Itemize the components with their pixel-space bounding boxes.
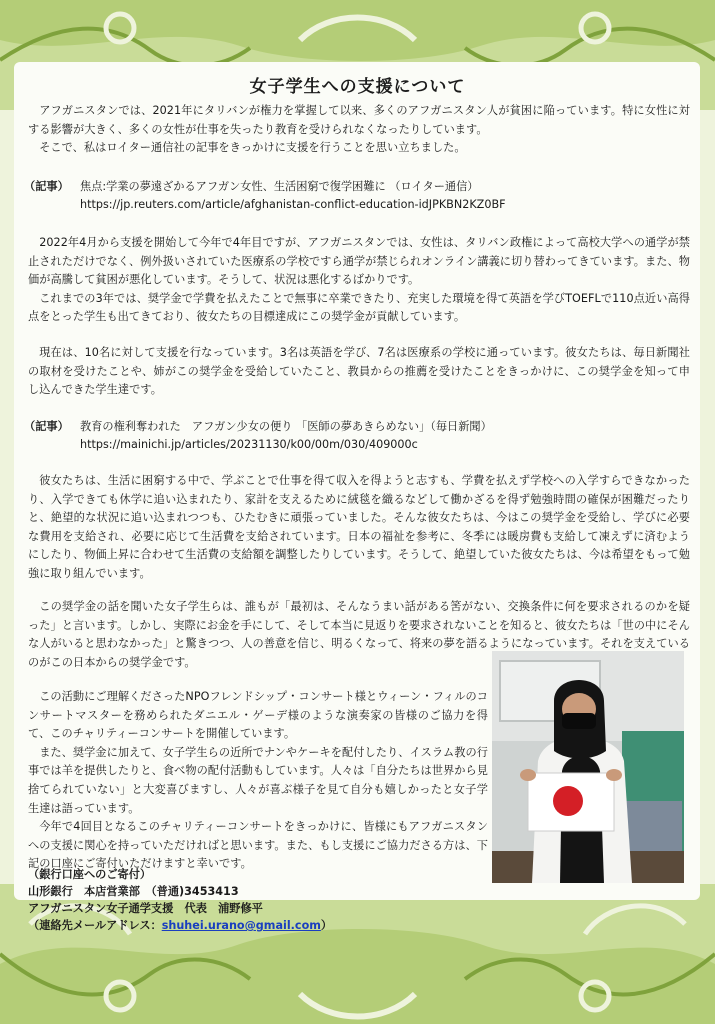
contact-end: ） xyxy=(320,919,333,932)
section-hardship xyxy=(28,472,690,584)
body-paragraph: また、奨学金に加えて、女子学生らの近所でナンやケーキを配付したり、イスラム教の行事では羊を提供したりと、食べ物の配付活動もしています。人々は「自分たちは世界から見捨てられていない」と大変喜びますし、人々が喜ぶ様子を見て自分も嬉しかったと女子学生達は語っています。 xyxy=(28,745,488,815)
account-holder: アフガニスタン女子通学支援 代表 浦野修平 xyxy=(28,902,263,915)
donation-account-info xyxy=(28,866,448,934)
section-concert xyxy=(28,688,488,874)
section-current-students xyxy=(28,344,690,400)
article-url: https://jp.reuters.com/article/afghanistan-conflict-education-idJPKBN2KZ0BF xyxy=(80,198,506,211)
email-link[interactable]: shuhei.urano@gmail.com xyxy=(161,919,321,932)
body-paragraph: 彼女たちは、生活に困窮する中で、学ぶことで仕事を得て収入を得ようと志すも、学費を払えず学校への入学すらできなかったり、入学できても休学に追い込まれたり、家計を支えるために絨毯を織るなどして働かざるを得ず勉強時間の確保が困難だったりと、絶望的な状況に追い込まれつつも、ひたむきに頑張っていました。そんな彼女たちは、今はこの奨学金を受給し、学びに必要な費用を支給され、必要に応じて生活費を支給されています。日本の福祉を参考に、冬季には暖房費も支給して凍えずに済むようにしたり、物価上昇に合わせて生活費の支給額を調整したりしています。そうして、絶望していた彼女たちは、今は希望をもって勉強に取り組んでいます。 xyxy=(28,474,690,580)
page-title: 女子学生への支援について xyxy=(249,77,466,97)
article-tag: （記事） xyxy=(24,420,69,433)
contact-label: （連絡先メールアドレス： xyxy=(28,919,162,932)
account-heading: （銀行口座へのご寄付） xyxy=(28,868,152,881)
student-photo xyxy=(492,651,684,883)
contact-line xyxy=(28,917,448,934)
body-paragraph: これまでの3年では、奨学金で学費を払えたことで無事に卒業できたり、充実した環境を得て英語を学びTOEFLで110点近い高得点をとった学生も出てきており、彼女たちの目標達成にこの奨学金が貢献しています。 xyxy=(28,291,690,324)
article-row xyxy=(24,178,694,196)
article-reference-reuters xyxy=(24,178,694,214)
intro-paragraph: アフガニスタンでは、2021年にタリバンが権力を掌握して以来、多くのアフガニスタン人が貧困に陥っています。特に女性に対する影響が大きく、多くの女性が仕事を失ったり教育を受けられなくなったりしています。 xyxy=(28,104,690,136)
student-holding-japanese-flag-photo xyxy=(492,651,684,883)
article-reference-mainichi xyxy=(24,418,694,454)
intro-paragraph: そこで、私はロイター通信社の記事をきっかけに支援を行うことを思い立ちました。 xyxy=(39,141,466,155)
article-headline: 教育の権利奪われた アフガン少女の便り 「医師の夢あきらめない」（毎日新聞） xyxy=(80,420,492,433)
body-paragraph: 今年で4回目となるこのチャリティーコンサートをきっかけに、皆様にもアフガニスタンへの支援に関心を持っていただければと思います。また、もし支援にご協力ださる方は、下記の口座にご寄付いただけますと幸いです。 xyxy=(28,820,488,871)
body-paragraph: 現在は、10名に対して支援を行なっています。3名は英語を学び、7名は医療系の学校に通っています。彼女たちは、毎日新聞社の取材を受けたことや、姉がこの奨学金を受給していたこと、教員からの推薦を受けたことをきっかけに、この奨学金を知って申し込んできた学生達です。 xyxy=(28,346,690,397)
bank-account: 山形銀行 本店営業部 （普通)3453413 xyxy=(28,885,239,898)
article-tag: （記事） xyxy=(24,180,69,193)
body-paragraph: 2022年4月から支援を開始して今年で4年目ですが、アフガニスタンでは、女性は、タリバン政権によって高校大学への通学が禁止されただけでなく、例外扱いされていた医療系の学校ですら通学が禁じられオンライン講義に切り替わってきています。また、物価が高騰して貧困が悪化しています。そうして、状況は悪化するばかりです。 xyxy=(28,236,690,287)
article-headline: 焦点:学業の夢遠ざかるアフガン女性、生活困窮で復学困難に （ロイター通信） xyxy=(80,180,479,193)
body-paragraph: この活動にご理解くださったNPOフレンドシップ・コンサート様とウィーン・フィルのコンサートマスターを務められたダニエル・ゲーデ様のような演奏家の皆様のご協力を得て、このチャリティーコンサートを開催しています。 xyxy=(28,690,488,741)
section-support-status xyxy=(28,234,690,327)
intro-section xyxy=(28,102,690,158)
article-row xyxy=(24,418,694,436)
article-url: https://mainichi.jp/articles/20231130/k00/00m/030/409000c xyxy=(80,438,418,451)
body-paragraph: この奨学金の話を聞いた女子学生らは、誰もが「最初は、そんなうまい話がある筈がない、交換条件に何を要求されるのかを疑った」と言います。しかし、実際にお金を手にして、そして本当に見返りを要求されないことを知ると、彼女たちは「世の中にそんな人がいると思わなかった」と驚きつつ、人の善意を信じ、明るくなって、将来の夢を語るようになっています。それを支えているのがこの日本からの奨学金です。 xyxy=(28,600,690,669)
